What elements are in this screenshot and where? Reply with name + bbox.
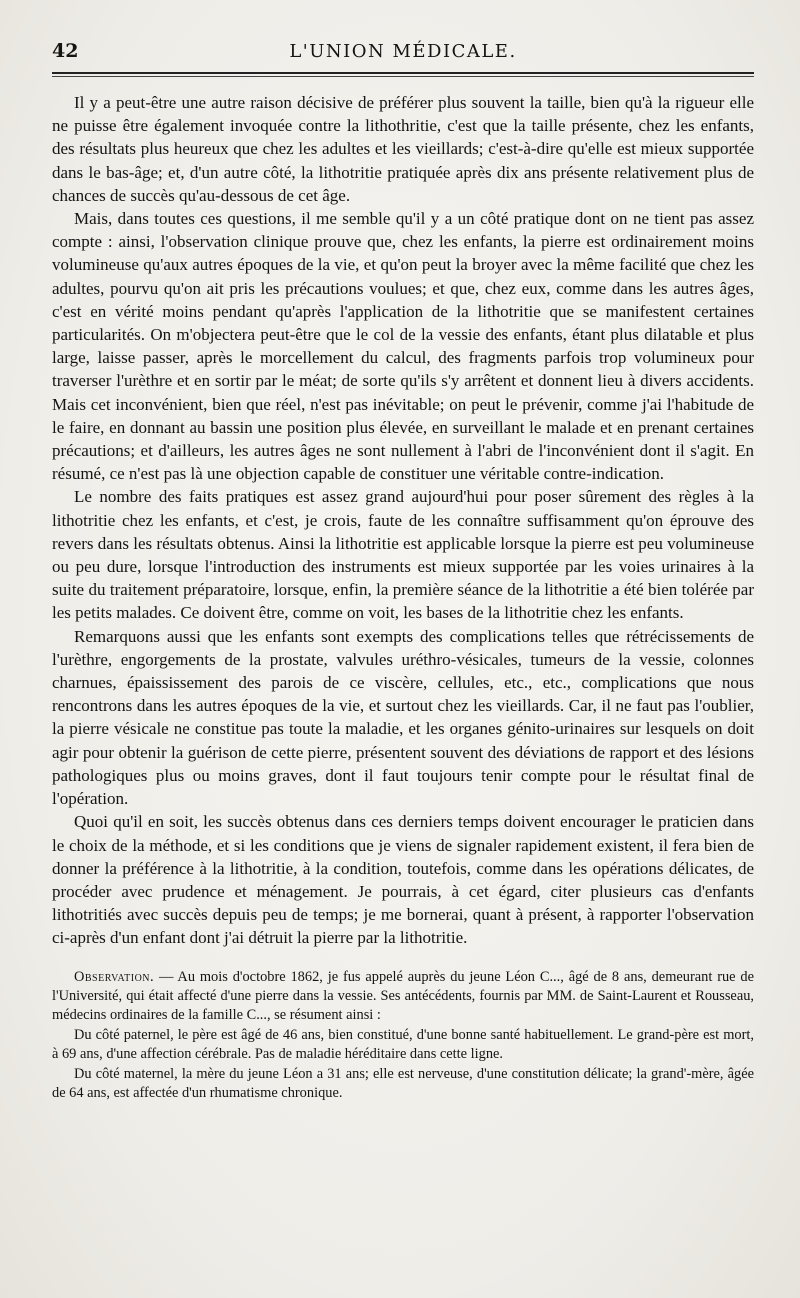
observation-intro — [52, 968, 754, 1026]
main-text — [52, 91, 754, 950]
header-rule — [52, 72, 754, 74]
header-rule-thin — [52, 76, 754, 77]
paragraph: Quoi qu'il en soit, les succès obtenus dans ces derniers temps doivent encourager le praticien dans le choix de la méthode, et si les conditions que je viens de signaler rapidement existent, il fera bien de donner la préférence à la lithotritie, à la condition, toutefois, comme dans les opérations délicates, de procéder avec prudence et ménagement. Je pourrais, à cet égard, citer plusieurs cas d'enfants lithotritiés avec succès depuis peu de temps; je me bornerai, quant à présent, à rapporter l'observation ci-après d'un enfant dont j'ai détruit la pierre par la lithotritie. — [52, 812, 754, 948]
paragraph: Mais, dans toutes ces questions, il me semble qu'il y a un côté pratique dont on ne tient pas assez compte : ainsi, l'observation clinique prouve que, chez les enfants, la pierre est ordinairement moins volumineuse qu'aux autres époques de la vie, et qu'on peut la broyer avec la même facilité que chez les adultes, pourvu qu'on ait pris les précautions voulues; et que, chez eux, comme dans les autres âges, c'est en vérité moins pendant qu'après l'application de la lithotritie que se manifestent certaines particularités. On m'objectera peut-être que le col de la vessie des enfants, étant plus dilatable et plus large, laisse passer, après le morcellement du calcul, des fragments parfois trop volumineux pour traverser l'urèthre et en sortir par le méat; de sorte qu'ils s'y arrêtent et donnent lieu à divers accidents. Mais cet inconvénient, bien que réel, n'est pas inévitable; on peut le prévenir, comme j'ai l'habitude de le faire, en donnant au bassin une position plus élevée, en surveillant le malade et en prenant certaines précautions; et d'ailleurs, les autres âges ne sont nullement à l'abri de l'inconvénient dont il s'agit. En résumé, ce n'est pas là une objection capable de constituer une véritable contre-indication. — [52, 209, 754, 484]
page-number: 42 — [52, 40, 79, 62]
paragraph: Remarquons aussi que les enfants sont exempts des complications telles que rétrécissements de l'urèthre, engorgements de la prostate, valvules uréthro-vésicales, tumeurs de la vessie, colonnes charnues, épaississement des parois de ce viscère, cellules, etc., etc., complications que nous rencontrons dans les autres époques de la vie, et surtout chez les vieillards. Car, il ne faut pas l'oublier, la pierre vésicale ne constitue pas toute la maladie, et les organes génito-urinaires sur lesquels on doit agir pour obtenir la guérison de cette pierre, présentent souvent des déviations de rapport et des lésions pathologiques plus ou moins graves, dont il faut toujours tenir compte pour le résultat final de l'opération. — [52, 626, 754, 809]
page-header — [52, 26, 754, 66]
running-title: L'UNION MÉDICALE. — [289, 41, 517, 62]
observation-section — [52, 968, 754, 1104]
observation-paragraph: Du côté maternel, la mère du jeune Léon a 31 ans; elle est nerveuse, d'une constitution délicate; la grand'-mère, âgée de 64 ans, est affectée d'un rhumatisme chronique. — [52, 1065, 754, 1101]
paragraph: Le nombre des faits pratiques est assez grand aujourd'hui pour poser sûrement des règles à la lithotritie chez les enfants, et c'est, je crois, faute de les connaître suffisamment qu'on éprouve des revers dans les résultats obtenus. Ainsi la lithotritie est applicable lorsque la pierre est peu volumineuse ou peu dure, lorsque l'introduction des instruments est mieux supportée par les voies urinaires à la suite du traitement préparatoire, lorsque, enfin, la première séance de la lithotritie a été bien tolérée par les petits malades. Ce doivent être, comme on voit, les bases de la lithotritie chez les enfants. — [52, 487, 754, 623]
observation-paragraph: Du côté paternel, le père est âgé de 46 ans, bien constitué, d'une bonne santé habituellement. Le grand-père est mort, à 69 ans, d'une affection cérébrale. Pas de maladie héréditaire dans cette ligne. — [52, 1026, 754, 1063]
observation-label: Observation. — [74, 968, 155, 985]
paragraph: Il y a peut-être une autre raison décisive de préférer plus souvent la taille, bien qu'à la rigueur elle ne puisse être également invoquée contre la lithothritie, c'est que la taille présente, chez les enfants, des résultats plus heureux que chez les adultes et les vieillards; c'est-à-dire qu'elle est mieux supportée dans le bas-âge; et, d'un autre côté, la lithotritie pratiquée après dix ans présente relativement plus de chances de succès qu'au-dessous de cet âge. — [52, 93, 754, 205]
observation-intro-text: — Au mois d'octobre 1862, je fus appelé auprès du jeune Léon C..., âgé de 8 ans, demeurant rue de l'Université, qui était affecté d'une pierre dans la vessie. Ses antécédents, fournis par MM. de Saint-Laurent et Rousseau, médecins ordinaires de la famille C..., se résument ainsi : — [52, 968, 754, 1024]
